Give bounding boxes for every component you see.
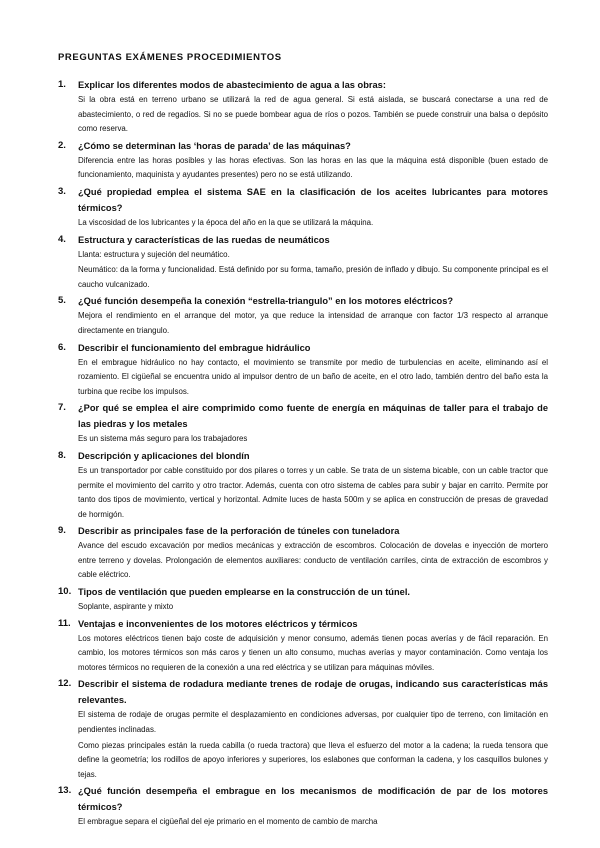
answer-text: El embrague separa el cigüeñal del eje primario en el momento de cambio de marcha (78, 817, 378, 827)
question-number: 9. (58, 525, 66, 537)
question-text: Explicar los diferentes modos de abastecimiento de agua a las obras: (78, 80, 386, 90)
document-page (58, 52, 548, 831)
question-text: ¿Por qué se emplea el aire comprimido como fuente de energía en máquinas de taller para el trabajo de las piedras y los metales (78, 403, 548, 430)
question-item (58, 523, 548, 583)
question-item (58, 616, 548, 676)
question-item (58, 448, 548, 522)
question-list (58, 77, 548, 830)
question-text: ¿Cómo se determinan las ‘horas de parada’ de las máquinas? (78, 140, 351, 151)
answer-text: Neumático: da la forma y funcionalidad. Está definido por su forma, tamaño, presión de inflado y dibujo. Su componente principal es el caucho vulcanizado. (78, 265, 548, 289)
answer-text: Los motores eléctricos tienen bajo coste de adquisición y menor consumo, además tienen pocas averías y de fácil reparación. En cambio, los motores térmicos son más caros y tienen un alto consumo, muchas averías y mayor contaminación. Como ventaja los motores térmicos no requieren de la conexión a una red eléctrica y se utilizan para máquinas móviles. (78, 633, 548, 672)
answer-text: El sistema de rodaje de orugas permite el desplazamiento en condiciones adversas, por cualquier tipo de terreno, con limitación en pendientes inclinadas. (78, 710, 548, 735)
question-number: 10. (58, 586, 72, 598)
question-number: 3. (58, 185, 66, 197)
question-number: 2. (58, 139, 66, 151)
question-item (58, 293, 548, 338)
answer-text: La viscosidad de los lubricantes y la época del año en la que se utilizará la máquina. (78, 217, 374, 227)
question-item (58, 783, 548, 830)
question-item (58, 584, 548, 615)
question-item (58, 77, 548, 137)
question-number: 5. (58, 295, 66, 307)
question-number: 4. (58, 233, 66, 245)
question-text: ¿Qué función desempeña el embrague en los mecanismos de modificación de par de los motores térmicos? (78, 786, 548, 813)
question-text: Ventajas e inconvenientes de los motores eléctricos y térmicos (78, 618, 358, 629)
document-title: PREGUNTAS EXÁMENES PROCEDIMIENTOS (58, 52, 282, 63)
question-number: 1. (58, 79, 66, 90)
question-item (58, 400, 548, 447)
question-text: ¿Qué función desempeña la conexión “estrella-triangulo” en los motores eléctricos? (78, 296, 454, 307)
question-item (58, 138, 548, 183)
question-text: Tipos de ventilación que pueden emplearse en la construcción de un túnel. (78, 587, 411, 598)
answer-text: Diferencia entre las horas posibles y las horas efectivas. Son las horas en las que la máquina está disponible (buen estado de funcionamiento, maquinista y ayudantes presentes) pero no se está utilizando. (78, 155, 548, 180)
answer-text: Si la obra está en terreno urbano se utilizará la red de agua general. Si está aislada, se buscará conectarse a una red de abastecimiento, o red de regadíos. Si no se puede bombear agua de ríos o pozos. También se puede construir una balsa o depósito como reserva. (78, 95, 548, 134)
question-number: 13. (58, 785, 72, 797)
question-item (58, 232, 548, 293)
question-text: Describir el funcionamiento del embrague hidráulico (78, 342, 311, 353)
question-item (58, 340, 548, 400)
answer-text: En el embrague hidráulico no hay contacto, el movimiento se transmite por medio de turbulencias en aceite, eliminando así el rozamiento. El cigüeñal se encuentra unido al impulsor dentro de un baño de aceite, en el otro lado, también dentro del baño esta la turbina que recibe los impulsos. (78, 357, 548, 396)
answer-text: Mejora el rendimiento en el arranque del motor, ya que reduce la intensidad de arranque con factor 1/3 respecto al arranque directamente en triangulo. (78, 311, 548, 335)
question-text: ¿Qué propiedad emplea el sistema SAE en la clasificación de los aceites lubricantes para motores térmicos? (78, 186, 548, 213)
answer-text: Como piezas principales están la rueda cabilla (o rueda tractora) que lleva el esfuerzo del motor a la cadena; la rueda tensora que define la geometría; los rodillos de apoyo inferiores y superiores, los eslabones que conforman la cadena, y los casquillos bulones y tejas. (78, 740, 548, 779)
answer-text: Soplante, aspirante y mixto (78, 602, 174, 612)
question-number: 11. (58, 617, 71, 629)
question-number: 12. (58, 678, 72, 690)
question-text: Descripción y aplicaciones del blondín (78, 450, 250, 461)
answer-text: Avance del escudo excavación por medios mecánicas y extracción de escombros. Colocación de dovelas e inyección de mortero entre terreno y dovelas. Prolongación de elementos auxiliares: conducto de ventilación carriles, cinta de extracción de escombros y cable eléctrico. (78, 541, 548, 580)
question-number: 8. (58, 449, 66, 461)
question-number: 6. (58, 341, 66, 353)
answer-text: Llanta: estructura y sujeción del neumático. (78, 249, 230, 259)
question-text: Describir el sistema de rodadura mediante trenes de rodaje de orugas, indicando sus características más relevantes. (78, 679, 548, 706)
question-text: Describir as principales fase de la perforación de túneles con tuneladora (78, 526, 400, 537)
question-text: Estructura y características de las ruedas de neumáticos (78, 234, 330, 245)
answer-text: Es un transportador por cable constituido por dos pilares o torres y un cable. Se trata de un sistema bicable, con un cable tractor que permite el movimiento del carrito y otro tractor. Además, cuenta con otro sistema de cables para subir y bajar en carrito. Permite por tanto dos tipos de movimiento, vertical y horizontal. Admite luces de hasta 500m y se aplica en construcción de presas de gravedad de hormigón. (78, 465, 548, 519)
answer-text: Es un sistema más seguro para los trabajadores (78, 434, 248, 444)
question-item (58, 676, 548, 782)
question-item (58, 184, 548, 231)
question-number: 7. (58, 402, 66, 414)
